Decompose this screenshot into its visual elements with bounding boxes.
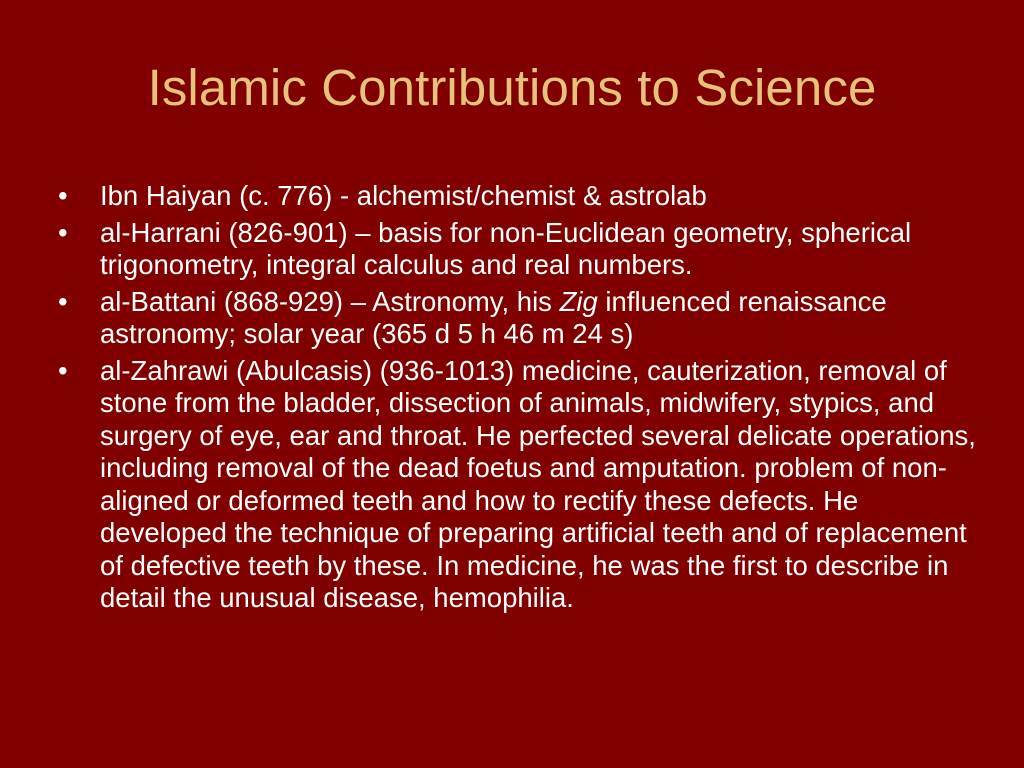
italic-term-zig: Zig: [559, 285, 598, 317]
bullet-icon: •: [58, 216, 68, 248]
bullet-text-after-italic: influenced renaissance astronomy; solar year (365 d 5 h 46 m 24 s): [100, 285, 887, 349]
bullet-item-al-harrani: [58, 217, 978, 282]
bullet-list: [58, 180, 978, 619]
bullet-icon: •: [58, 354, 68, 386]
bullet-text: Ibn Haiyan (c. 776) - alchemist/chemist & astrolab: [100, 180, 707, 211]
bullet-item-al-zahrawi: [58, 355, 978, 615]
bullet-text: al-Zahrawi (Abulcasis) (936-1013) medicine, cauterization, removal of stone from the bladder, dissection of animals, midwifery, stypics, and surgery of eye, ear and throat. He perfected several delicate operations, including removal of the dead foetus and amputation. problem of non-aligned or deformed teeth and how to rectify these defects. He developed the technique of preparing artificial teeth and of replacement of defective teeth by these. In medicine, he was the first to describe in detail the unusual disease, hemophilia.: [100, 354, 976, 613]
bullet-text: [100, 286, 978, 351]
bullet-icon: •: [58, 285, 68, 317]
bullet-text: al-Harrani (826-901) – basis for non-Euclidean geometry, spherical trigonometry, integral calculus and real numbers.: [100, 216, 912, 280]
bullet-item-ibn-haiyan: [58, 180, 978, 213]
bullet-item-al-battani: [58, 286, 978, 351]
bullet-icon: •: [58, 180, 68, 211]
bullet-text-before-italic: al-Battani (868-929) – Astronomy, his: [100, 285, 560, 317]
slide-title: Islamic Contributions to Science: [147, 59, 877, 116]
